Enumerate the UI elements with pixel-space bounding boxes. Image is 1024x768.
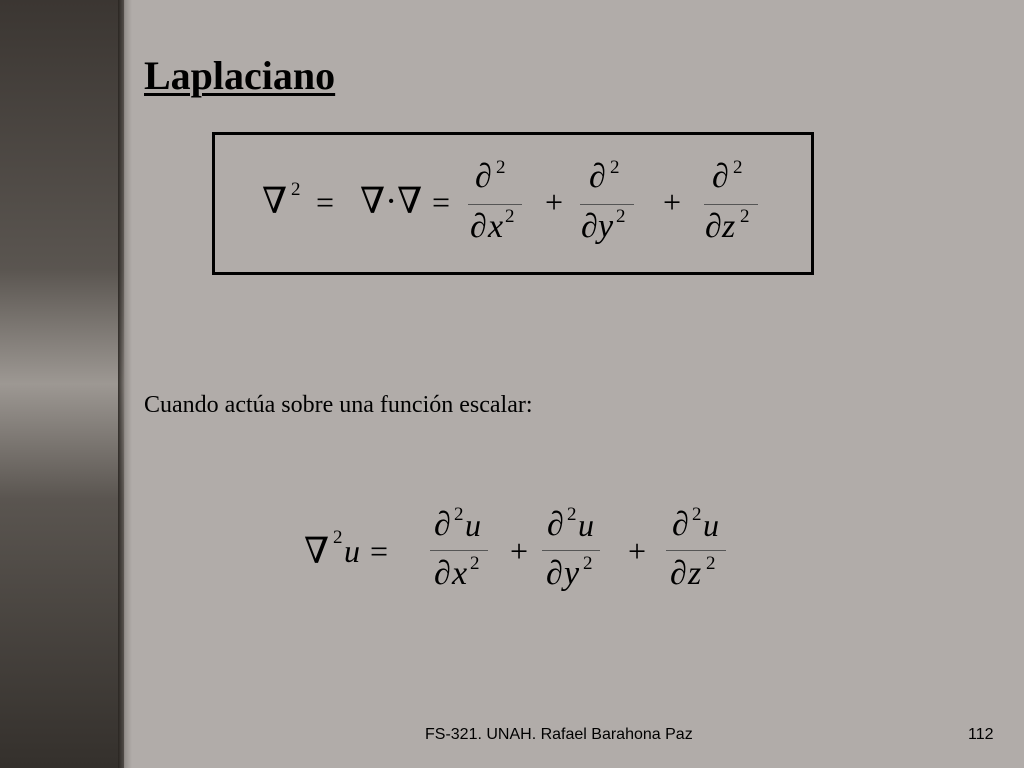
exponent-2: 2 — [333, 527, 343, 548]
plus-sign: + — [663, 184, 682, 220]
exponent-2: 2 — [733, 157, 743, 178]
slide-number: 112 — [968, 726, 994, 743]
partial-symbol: ∂ — [470, 208, 487, 245]
partial-symbol: ∂ — [670, 555, 687, 592]
partial-symbol: ∂ — [546, 555, 563, 592]
exponent-2: 2 — [470, 553, 480, 574]
partial-symbol: ∂ — [434, 555, 451, 592]
exponent-2: 2 — [740, 206, 750, 227]
variable-u: u — [703, 507, 719, 543]
variable-x: x — [452, 555, 468, 592]
exponent-2: 2 — [583, 553, 593, 574]
variable-u: u — [344, 533, 360, 569]
fraction-bar — [468, 204, 522, 205]
variable-u: u — [578, 507, 594, 543]
exponent-2: 2 — [291, 179, 301, 200]
equals-sign: = — [370, 533, 389, 569]
nabla-symbol: ∇ — [262, 181, 288, 221]
plus-sign: + — [510, 533, 529, 569]
plus-sign: + — [628, 533, 647, 569]
exponent-2: 2 — [692, 504, 702, 525]
partial-symbol: ∂ — [712, 158, 729, 195]
fraction-bar — [542, 550, 600, 551]
partial-symbol: ∂ — [581, 208, 598, 245]
fraction-bar — [580, 204, 634, 205]
exponent-2: 2 — [706, 553, 716, 574]
scalar-function-caption: Cuando actúa sobre una función escalar: — [144, 392, 533, 418]
variable-x: x — [488, 208, 504, 245]
side-bar-shadow — [118, 0, 132, 768]
plus-sign: + — [545, 184, 564, 220]
partial-symbol: ∂ — [547, 506, 564, 543]
partial-symbol: ∂ — [672, 506, 689, 543]
variable-z: z — [722, 208, 736, 245]
fraction-bar — [666, 550, 726, 551]
partial-symbol: ∂ — [475, 158, 492, 195]
side-decoration-bar — [0, 0, 124, 768]
exponent-2: 2 — [616, 206, 626, 227]
variable-u: u — [465, 507, 481, 543]
exponent-2: 2 — [567, 504, 577, 525]
slide-title: Laplaciano — [144, 53, 336, 98]
partial-symbol: ∂ — [434, 506, 451, 543]
nabla-symbol: ∇ — [304, 531, 330, 571]
nabla-dot-nabla: ∇·∇ — [360, 181, 423, 221]
variable-y: y — [598, 208, 614, 245]
variable-z: z — [688, 555, 702, 592]
fraction-bar — [430, 550, 488, 551]
exponent-2: 2 — [454, 504, 464, 525]
exponent-2: 2 — [610, 157, 620, 178]
fraction-bar — [704, 204, 758, 205]
equals-sign: = — [432, 184, 451, 220]
equals-sign: = — [316, 184, 335, 220]
partial-symbol: ∂ — [705, 208, 722, 245]
variable-y: y — [564, 555, 580, 592]
exponent-2: 2 — [505, 206, 515, 227]
exponent-2: 2 — [496, 157, 506, 178]
partial-symbol: ∂ — [589, 158, 606, 195]
footer-credit: FS-321. UNAH. Rafael Barahona Paz — [425, 726, 693, 743]
